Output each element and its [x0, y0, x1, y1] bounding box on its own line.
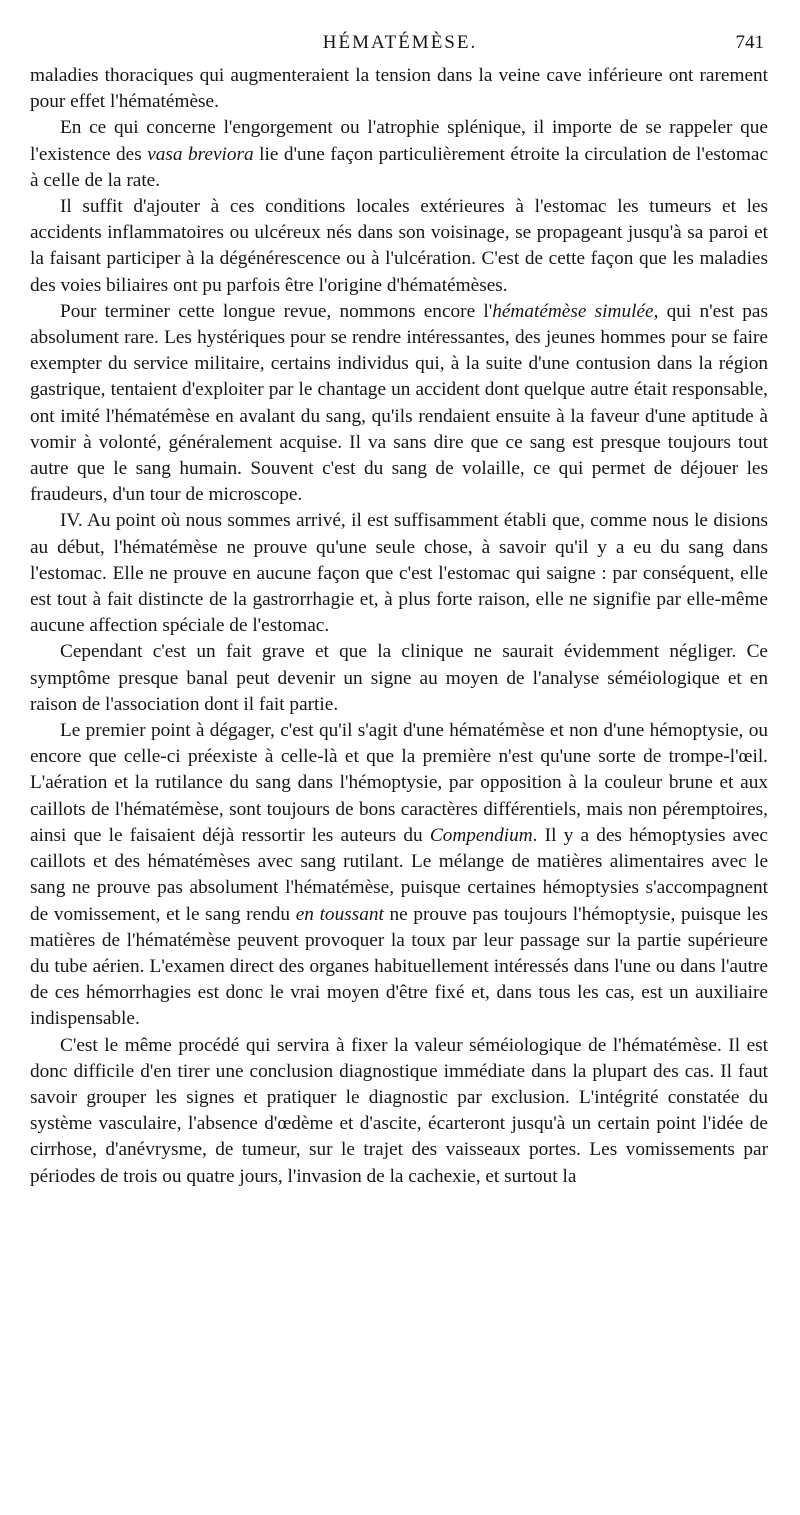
text-run: . Il y a des hémoptysies avec caillots et des hématémèses avec sang rutilant. Le mélange de matières alimentaires avec le sang ne prouve pas absolument l'hématémèse, puisque certaines hémoptysies s'accompagnent de vomissement, et le sang rendu	[30, 824, 768, 925]
paragraph	[30, 63, 768, 115]
text-run: IV. Au point où nous sommes arrivé, il est suffisamment établi que, comme nous le disions au début, l'hématémèse ne prouve qu'une seule chose, à savoir qu'il y a eu du sang dans l'estomac. Elle ne prouve en aucune façon que c'est l'estomac qui saigne : par conséquent, elle est tout à fait distincte de la gastrorrhagie et, à plus forte raison, elle ne signifie par elle-même aucune affection spéciale de l'estomac.	[30, 510, 768, 637]
text-run: ne prouve pas toujours l'hémoptysie, puisque les matières de l'hématémèse peuvent provoquer la toux par leur passage sur la partie supérieure du tube aérien. L'examen direct des organes habituellement intéressés dans l'une ou dans l'autre de ces hémorrhagies est donc le vrai moyen d'être fixé et, dans tous les cas, est un auxiliaire indispensable.	[30, 903, 768, 1030]
body-text	[30, 63, 768, 1190]
italic-text: vasa breviora	[147, 143, 254, 165]
paragraph	[30, 299, 768, 509]
text-run: Cependant c'est un fait grave et que la clinique ne saurait évidemment négliger. Ce symptôme presque banal peut devenir un signe au moyen de l'analyse séméiologique et en raison de l'association dont il fait partie.	[30, 641, 768, 715]
paragraph	[30, 639, 768, 718]
running-header	[30, 32, 770, 60]
paragraph	[30, 115, 768, 194]
paragraph	[30, 718, 768, 1032]
paragraph	[30, 194, 768, 299]
text-run: C'est le même procédé qui servira à fixer la valeur séméiologique de l'hématémèse. Il est donc difficile d'en tirer une conclusion diagnostique immédiate dans la plupart des cas. Il faut savoir grouper les signes et pratiquer le diagnostic par exclusion. L'intégrité constatée du système vasculaire, l'absence d'œdème et d'ascite, écarteront jusqu'à un certain point l'idée de cirrhose, d'anévrysme, de tumeur, sur le trajet des vaisseaux portes. Les vomissements par périodes de trois ou quatre jours, l'invasion de la cachexie, et surtout la	[30, 1034, 768, 1187]
italic-text: Compendium	[429, 824, 533, 846]
text-run: Il suffit d'ajouter à ces conditions locales extérieures à l'estomac les tumeurs et les accidents inflammatoires ou ulcéreux nés dans son voisinage, se propageant jusqu'à sa paroi et la faisant participer à la dégénérescence ou à l'ulcération. C'est de cette façon que les maladies des voies biliaires ont pu parfois être l'origine d'hématémèses.	[30, 196, 768, 296]
text-run: Le premier point à dégager, c'est qu'il s'agit d'une hématémèse et non d'une hémoptysie, ou encore que celle-ci préexiste à celle-là et que la première n'est qu'une sorte de trompe-l'œil. L'aération et la rutilance du sang dans l'hémoptysie, par opposition à la couleur brune et aux caillots de l'hématémèse, sont toujours de bons caractères différentiels, mais non péremptoires, ainsi que le faisaient déjà ressortir les auteurs du	[30, 720, 768, 846]
text-run: lie d'une façon particulièrement étroite la circulation de l'estomac à celle de la rate.	[30, 143, 769, 191]
text-run: , qui n'est pas absolument rare. Les hystériques pour se rendre intéressantes, des jeunes hommes pour se faire exempter du service militaire, certains individus qui, à la suite d'une contusion dans la région gastrique, tentaient d'exploiter par le chantage un accident dont quelque autre était responsable, ont imité l'hématémèse en avalant du sang, qu'ils rendaient ensuite à la faveur d'une aptitude à vomir à volonté, généralement acquise. Il va sans dire que ce sang est presque toujours tout autre que le sang humain. Souvent c'est du sang de volaille, ce qui permet de déjouer les fraudeurs, d'un tour de microscope.	[30, 300, 768, 506]
italic-text: en toussant	[295, 903, 384, 925]
running-title: HÉMATÉMÈSE.	[322, 32, 478, 53]
text-run: Pour terminer cette longue revue, nommons encore l'	[60, 300, 493, 322]
text-run: En ce qui concerne l'engorgement ou l'atrophie splénique, il importe de se rappeler que l'existence des	[30, 117, 768, 165]
italic-text: hématémèse simulée	[492, 300, 654, 322]
text-run: maladies thoraciques qui augmenteraient la tension dans la veine cave inférieure ont rarement pour effet l'hématémèse.	[30, 65, 768, 113]
page-number: 741	[735, 32, 764, 53]
paragraph	[30, 508, 768, 639]
paragraph	[30, 1033, 768, 1190]
